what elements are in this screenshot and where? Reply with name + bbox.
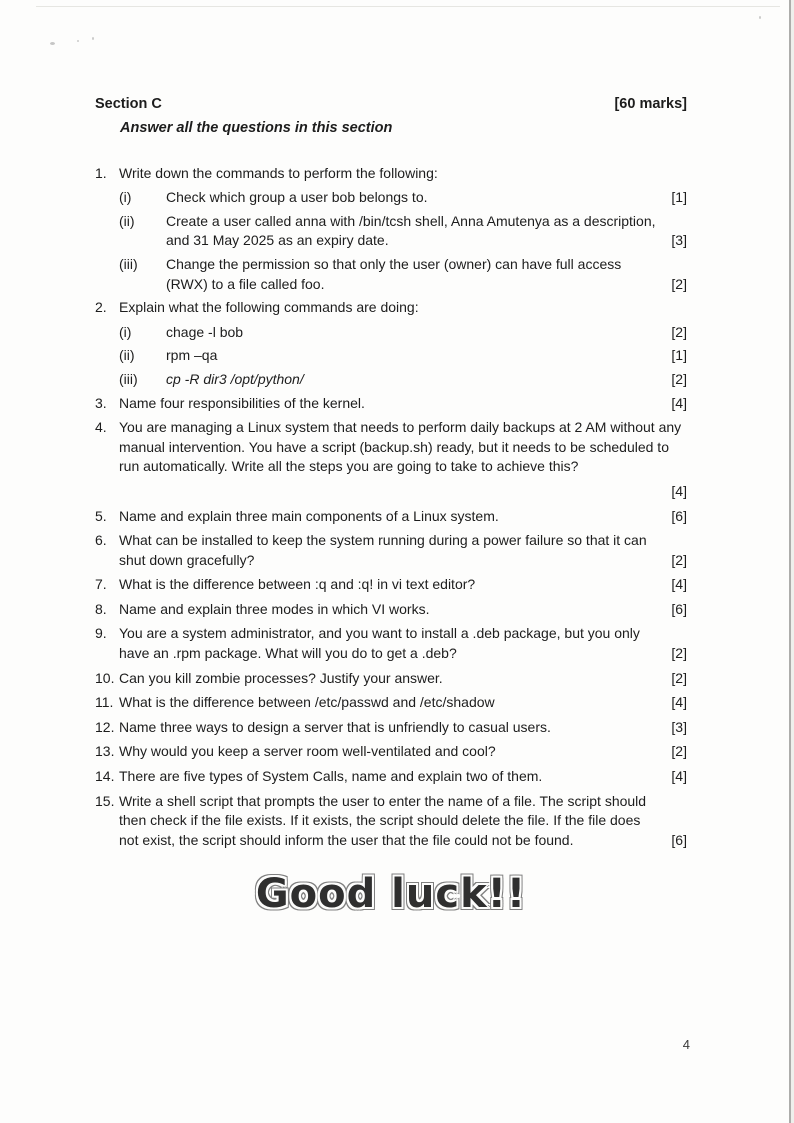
- question-mark: [4]: [671, 768, 687, 785]
- scan-speck: [759, 16, 761, 19]
- question-row: [95, 531, 687, 570]
- question-text: Name four responsibilities of the kernel.: [119, 394, 365, 411]
- question-mark: [6]: [671, 507, 687, 524]
- question-row: [95, 600, 687, 620]
- sub-question-number: (iii): [119, 255, 138, 272]
- sub-question-row: [119, 370, 687, 390]
- sub-question-text: Check which group a user bob belongs to.: [166, 189, 428, 206]
- question-text: What is the difference between /etc/passwd and /etc/shadow: [119, 694, 495, 711]
- question-number: 11.: [95, 694, 114, 711]
- sub-question-number: (ii): [119, 212, 135, 229]
- question-number: 2.: [95, 299, 107, 316]
- question-mark: [6]: [671, 831, 687, 848]
- sub-question-row: [119, 346, 687, 366]
- question-text: Write a shell script that prompts the user to enter the name of a file. The script should then check if the file exists. If it exists, the script should delete the file. If the file does not exist, the script should inform the user that the file could not be found.: [119, 792, 647, 848]
- question-row: [95, 718, 687, 738]
- question-number: 14.: [95, 768, 115, 785]
- question-mark: [2]: [671, 275, 687, 292]
- sub-question-row: [119, 188, 687, 208]
- sub-question-text: rpm –qa: [166, 347, 218, 364]
- question-number: 5.: [95, 507, 107, 524]
- question-mark: [2]: [671, 743, 687, 760]
- question-row: [95, 669, 687, 689]
- question-number: 12.: [95, 718, 115, 735]
- sub-question-row: [119, 212, 687, 251]
- question-list: [95, 164, 687, 851]
- question-text: You are a system administrator, and you want to install a .deb package, but you only have an .rpm package. What will you do to get a .deb?: [119, 625, 640, 662]
- sub-question-text: Create a user called anna with /bin/tcsh shell, Anna Amutenya as a description, and 31 May 2025 as an expiry date.: [166, 212, 656, 249]
- question-mark: [2]: [671, 669, 687, 686]
- question-text: Explain what the following commands are doing:: [119, 299, 419, 316]
- question-text: Can you kill zombie processes? Justify your answer.: [119, 669, 443, 686]
- question-row: [95, 298, 687, 318]
- question-row: [95, 792, 687, 851]
- question-text: Name and explain three modes in which VI works.: [119, 600, 430, 617]
- question-mark: [1]: [671, 189, 687, 206]
- question-row: [95, 767, 687, 787]
- question-number: 4.: [95, 419, 107, 436]
- page-number: 4: [682, 1037, 690, 1052]
- sub-question-text: Change the permission so that only the user (owner) can have full access (RWX) to a file called foo.: [166, 255, 622, 292]
- scan-speck: [77, 40, 79, 42]
- question-row: [95, 418, 687, 477]
- question-text: What is the difference between :q and :q! in vi text editor?: [119, 576, 476, 593]
- sub-question-number: (i): [119, 323, 132, 340]
- question-row: [95, 575, 687, 595]
- sub-question-row: [119, 255, 687, 294]
- sub-question-text: cp -R dir3 /opt/python/: [166, 370, 304, 387]
- question-mark: [4]: [671, 394, 687, 411]
- question-text: You are managing a Linux system that needs to perform daily backups at 2 AM without any manual intervention. You have a script (backup.sh) ready, but it needs to be scheduled to run automatically. Write all the steps you are going to take to achieve this?: [119, 419, 682, 475]
- question-text: Name and explain three main components of a Linux system.: [119, 507, 499, 524]
- sub-question-row: [119, 323, 687, 343]
- sub-question-number: (ii): [119, 347, 135, 364]
- question-mark: [3]: [671, 718, 687, 735]
- question-mark: [2]: [671, 551, 687, 568]
- closing-message: Good luck!!: [255, 871, 527, 918]
- scan-edge-artifact: [36, 6, 780, 7]
- sub-question-text: chage -l bob: [166, 323, 244, 340]
- section-title: Section C: [95, 96, 162, 112]
- question-number: 13.: [95, 743, 115, 760]
- question-mark: [4]: [671, 482, 687, 499]
- section-header: [95, 94, 687, 114]
- question-text: There are five types of System Calls, name and explain two of them.: [119, 768, 543, 785]
- question-mark: [2]: [671, 323, 687, 340]
- question-row: [95, 507, 687, 527]
- question-text: Write down the commands to perform the following:: [119, 164, 438, 181]
- question-number: 7.: [95, 576, 107, 593]
- question-mark: [4]: [671, 576, 687, 593]
- question-number: 6.: [95, 532, 107, 549]
- question-mark: [4]: [671, 694, 687, 711]
- question-row: [95, 164, 687, 184]
- question-mark: [2]: [671, 645, 687, 662]
- question-number: 9.: [95, 625, 107, 642]
- question-number: 8.: [95, 600, 107, 617]
- question-number: 10.: [95, 669, 115, 686]
- question-row: [95, 742, 687, 762]
- question-number: 3.: [95, 394, 107, 411]
- scan-speck: [92, 37, 94, 40]
- question-mark: [1]: [671, 347, 687, 364]
- scan-edge-artifact: [789, 0, 791, 1123]
- sub-question-number: (i): [119, 189, 132, 206]
- question-text: What can be installed to keep the system running during a power failure so that it can shut down gracefully?: [119, 532, 647, 568]
- question-number: 15.: [95, 792, 115, 809]
- sub-question-number: (iii): [119, 370, 138, 387]
- question-mark: [2]: [671, 370, 687, 387]
- section-instruction: Answer all the questions in this section: [120, 120, 393, 137]
- question-mark: [3]: [671, 232, 687, 249]
- question-row: [95, 693, 687, 713]
- question-number: 1.: [95, 164, 107, 181]
- question-text: Why would you keep a server room well-ventilated and cool?: [119, 743, 496, 760]
- question-text: Name three ways to design a server that is unfriendly to casual users.: [119, 718, 551, 735]
- section-total-marks: [60 marks]: [614, 96, 687, 112]
- scan-speck: [50, 42, 55, 45]
- question-mark: [6]: [671, 600, 687, 617]
- exam-content: [95, 94, 687, 922]
- question-row: [95, 394, 687, 414]
- question-row: [95, 624, 687, 663]
